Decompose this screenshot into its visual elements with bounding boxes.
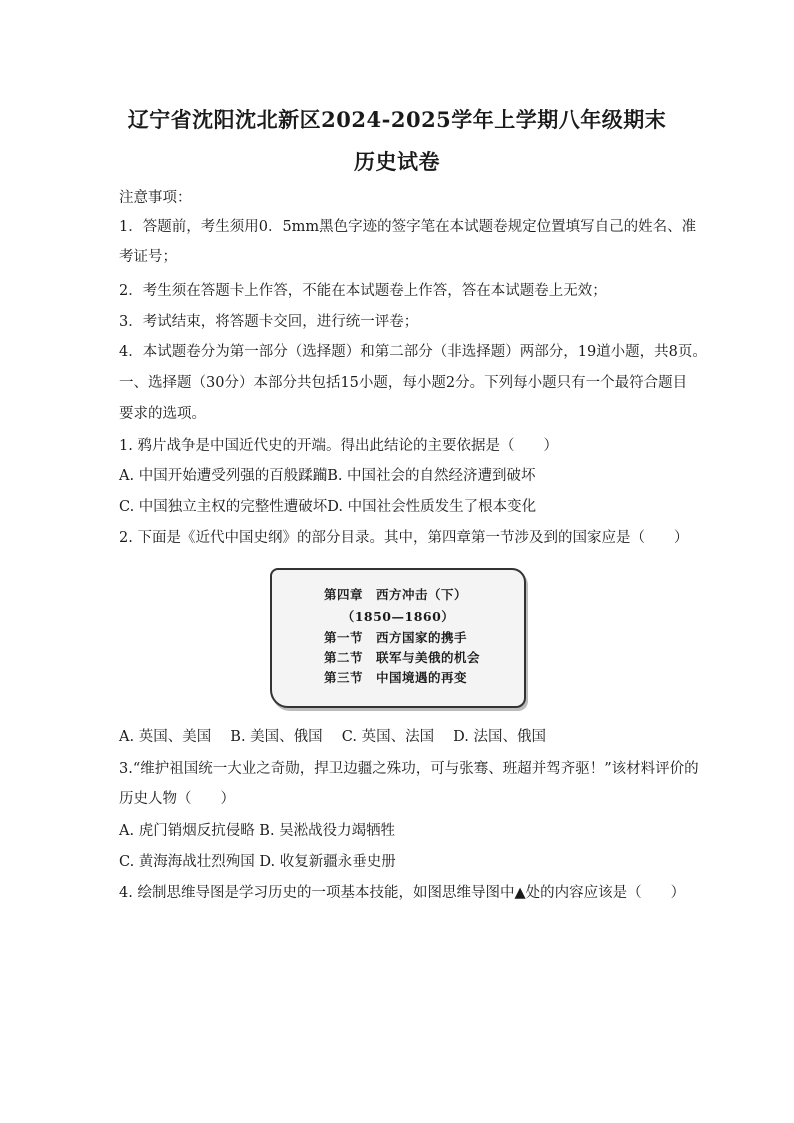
q3-options-ab: A. 虎门销烟反抗侵略 B. 吴淞战役力竭牺牲 [119, 823, 396, 839]
q2-options: A. 英国、美国 B. 美国、俄国 C. 英国、法国 D. 法国、俄国 [119, 729, 547, 745]
toc-years: （1850—1860） [341, 609, 455, 624]
toc-section-2: 第二节 联军与美俄的机会 [324, 650, 481, 665]
toc-chapter: 第四章 西方冲击（下） [324, 587, 468, 602]
toc-section-1: 第一节 西方国家的携手 [324, 630, 468, 645]
notice-line: 1．答题前，考生须用0．5mm黑色字迹的签字笔在本试题卷规定位置填写自己的姓名、准 [119, 219, 697, 235]
q3-stem: 3.“维护祖国统一大业之奇勋，捍卫边疆之殊功，可与张骞、班超并驾齐驱！”该材料评价的 [119, 761, 699, 777]
q1-stem: 1. 鸦片战争是中国近代史的开端。得出此结论的主要依据是（ ） [119, 438, 558, 454]
notice-line: 考证号； [119, 249, 177, 265]
q1-options-cd: C. 中国独立主权的完整性遭破坏D. 中国社会性质发生了根本变化 [119, 499, 537, 515]
notice-line: 3．考试结束，将答题卡交回，进行统一评卷； [119, 314, 419, 330]
q3-stem-cont: 历史人物（ ） [119, 791, 235, 807]
toc-section-3: 第三节 中国境遇的再变 [324, 670, 468, 685]
q1-options-ab: A. 中国开始遭受列强的百般蹂躏B. 中国社会的自然经济遭到破坏 [119, 468, 536, 484]
exam-title: 辽宁省沈阳沈北新区2024-2025学年上学期八年级期末 [127, 107, 667, 132]
notice-line: 2．考生须在答题卡上作答，不能在本试题卷上作答，答在本试题卷上无效； [119, 283, 607, 299]
q4-stem: 4. 绘制思维导图是学习历史的一项基本技能，如图思维导图中▲处的内容应该是（ ） [119, 885, 686, 901]
section-heading-cont: 要求的选项。 [119, 406, 206, 422]
q3-options-cd: C. 黄海海战壮烈殉国 D. 收复新疆永垂史册 [119, 854, 396, 870]
exam-subtitle: 历史试卷 [354, 149, 440, 174]
table-of-contents-scroll [270, 568, 526, 708]
notice-heading: 注意事项： [119, 190, 192, 206]
notice-line: 4．本试题卷分为第一部分（选择题）和第二部分（非选择题）两部分，19道小题，共8页。 [119, 344, 707, 360]
q2-stem: 2. 下面是《近代中国史纲》的部分目录。其中，第四章第一节涉及到的国家应是（ ） [119, 530, 689, 546]
section-heading: 一、选择题（30分）本部分共包括15小题，每小题2分。下列每小题只有一个最符合题目 [119, 375, 688, 391]
